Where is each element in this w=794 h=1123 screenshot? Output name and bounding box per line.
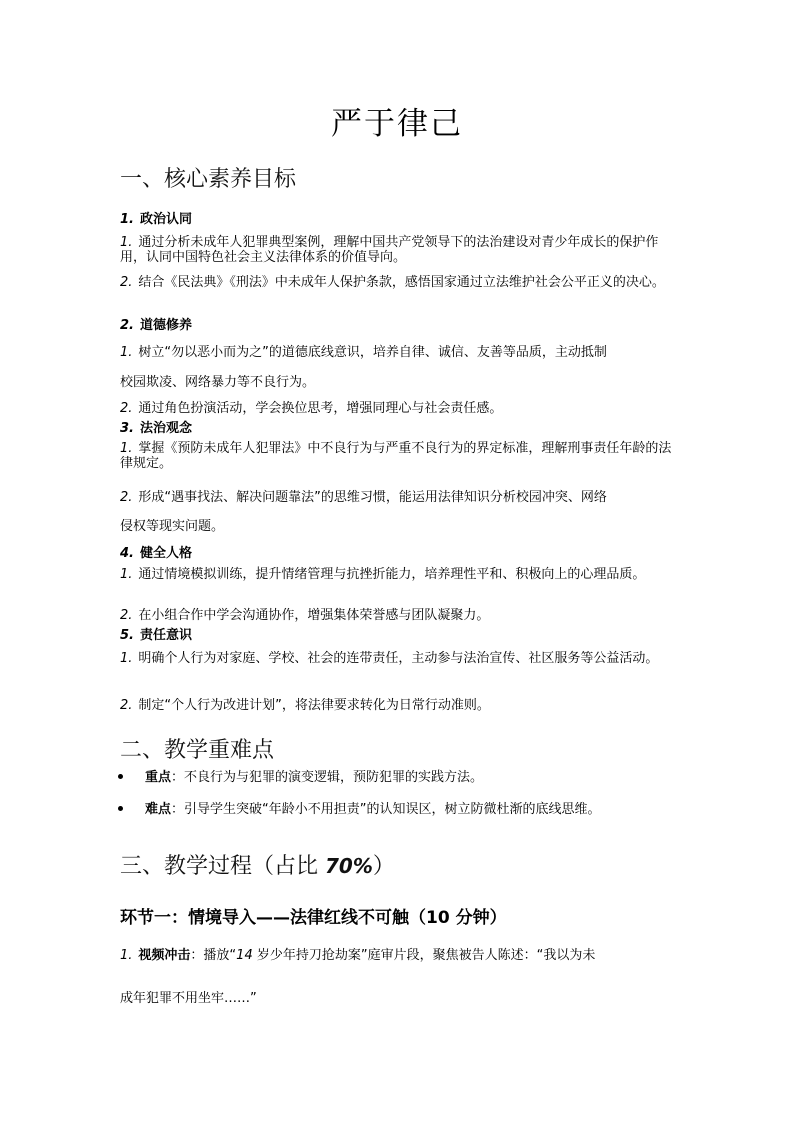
paragraph-text: 通过分析未成年人犯罪典型案例，理解中国共产党领导下的法治建设对青少年成长的保护作用，认同中国特色社会主义法律体系的价值导向。: [120, 235, 659, 265]
bullet-item-key-point: [118, 770, 678, 785]
paragraph-text: 掌握《预防未成年人犯罪法》中不良行为与严重不良行为的界定标准，理解刑事责任年龄的法律规定。: [120, 441, 672, 471]
subheading-label: 责任意识: [139, 628, 192, 643]
paragraph: [120, 441, 680, 471]
section-heading-core-goals: 一、核心素养目标: [120, 167, 297, 192]
item-number: 3.: [120, 421, 134, 436]
item-number: 4.: [120, 546, 134, 561]
paragraph-text: 岁少年持刀抢劫案”庭审片段，聚焦被告人陈述：“我以为未: [252, 948, 596, 963]
paragraph-text: 明确个人行为对家庭、学校、社会的连带责任，主动参与法治宣传、社区服务等公益活动。: [138, 651, 659, 666]
bullet-label: 重点: [145, 770, 172, 785]
link-heading-1: 环节一：情境导入——法律红线不可触（10 分钟）: [120, 908, 507, 928]
item-number: 2.: [120, 698, 133, 713]
bullet-text: ：不良行为与犯罪的演变逻辑，预防犯罪的实践方法。: [171, 770, 484, 785]
paragraph: [120, 345, 680, 360]
paragraph: [120, 275, 680, 290]
heading-text: ）: [372, 854, 395, 879]
paragraph: [120, 401, 680, 416]
paragraph-text: 树立“勿以恶小而为之”的道德底线意识，培养自律、诚信、友善等品质，主动抵制: [138, 345, 607, 360]
paragraph-text: 在小组合作中学会沟通协作，增强集体荣誉感与团队凝聚力。: [138, 608, 490, 623]
item-number: 1.: [120, 345, 133, 360]
section-heading-teaching-process: [120, 849, 395, 880]
paragraph: [120, 567, 680, 582]
subheading-label: 政治认同: [139, 212, 192, 227]
paragraph-text: 通过角色扮演活动，学会换位思考，增强同理心与社会责任感。: [138, 401, 503, 416]
item-number: 2.: [120, 318, 134, 333]
paragraph: [120, 651, 680, 666]
subheading-label: 法治观念: [139, 421, 192, 436]
paragraph-text: 制定“个人行为改进计划”，将法律要求转化为日常行动准则。: [138, 698, 490, 713]
paragraph-label: 视频冲击: [138, 948, 191, 963]
subheading-moral-cultivation: [120, 318, 192, 333]
paragraph-continuation: 侵权等现实问题。: [120, 519, 225, 534]
bullet-text: ：引导学生突破“年龄小不用担责”的认知误区，树立防微杜渐的底线思维。: [171, 802, 601, 817]
item-number: 2.: [120, 401, 133, 416]
item-number: 2.: [120, 608, 133, 623]
item-number: 2.: [120, 490, 133, 505]
document-title: 严于律己: [331, 106, 463, 142]
item-number: 2.: [120, 275, 133, 290]
section-heading-key-difficult-points: 二、教学重难点: [120, 738, 275, 763]
paragraph: [120, 948, 680, 963]
subheading-sound-personality: [120, 546, 192, 561]
bullet-icon: [118, 774, 123, 779]
paragraph-text: 结合《民法典》《刑法》中未成年人保护条款，感悟国家通过立法维护社会公平正义的决心。: [138, 275, 665, 290]
bullet-item-difficult-point: [118, 802, 678, 817]
paragraph: [120, 490, 680, 505]
paragraph-number: 14: [236, 948, 253, 963]
heading-text: 三、教学过程（占比: [120, 854, 325, 879]
item-number: 5.: [120, 628, 134, 643]
item-number: 1.: [120, 441, 133, 456]
paragraph-continuation: 校园欺凌、网络暴力等不良行为。: [120, 375, 316, 390]
paragraph-text: ：播放“: [190, 948, 237, 963]
subheading-political-identity: [120, 212, 192, 227]
paragraph: [120, 608, 680, 623]
paragraph: [120, 698, 680, 713]
heading-percent: 70%: [325, 854, 373, 878]
bullet-label: 难点: [145, 802, 172, 817]
item-number: 1.: [120, 651, 133, 666]
subheading-label: 道德修养: [139, 318, 192, 333]
item-number: 1.: [120, 567, 133, 582]
paragraph: [120, 235, 680, 265]
paragraph-text: 形成“遇事找法、解决问题靠法”的思维习惯，能运用法律知识分析校园冲突、网络: [138, 490, 607, 505]
subheading-label: 健全人格: [139, 546, 192, 561]
subheading-rule-of-law: [120, 421, 192, 436]
paragraph-text: 通过情境模拟训练，提升情绪管理与抗挫折能力，培养理性平和、积极向上的心理品质。: [138, 567, 646, 582]
bullet-icon: [118, 806, 123, 811]
subheading-responsibility: [120, 628, 192, 643]
item-number: 1.: [120, 235, 133, 250]
item-number: 1.: [120, 948, 133, 963]
paragraph-continuation: 成年犯罪不用坐牢……”: [120, 991, 257, 1006]
item-number: 1.: [120, 212, 134, 227]
